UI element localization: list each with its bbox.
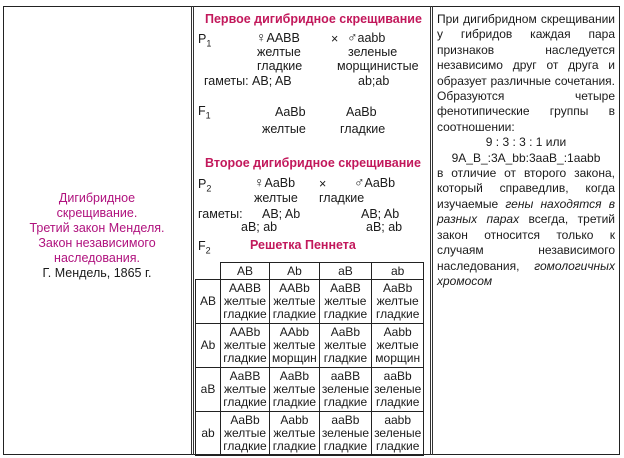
p1-female: ♀AABB: [256, 29, 300, 45]
f1-genotype-2: AaBb: [346, 105, 377, 119]
f2-label: $F_2$: [198, 239, 211, 256]
punnett-cell: AaBB желтые гладкие: [319, 280, 371, 324]
punnett-col-header: ab: [372, 263, 424, 280]
punnett-row-header: AB: [196, 280, 221, 324]
explanation-para-2: в отличие от второго закона, который справедлив, когда изучаемые гены находятся в разных парах всегда, третий закон относится только к случаям независимого наследования, гомологичных хромосом: [437, 166, 615, 288]
punnett-cell: AaBB желтые гладкие: [221, 368, 270, 412]
topic-line-1: Дигибридное: [58, 191, 136, 205]
punnett-cell: Aabb желтые морщин: [372, 324, 424, 368]
p1-male-shape: морщинистые: [337, 59, 419, 73]
p2-gametes-female-2: aB; ab: [241, 220, 278, 234]
punnett-cell: AABB желтые гладкие: [221, 280, 270, 324]
punnett-cell: AaBb желтые гладкие: [372, 280, 424, 324]
ratio-formula: 9A_B_:3A_bb:3aaB_:1aabb: [451, 150, 601, 165]
explanation-para-1: При дигибридном скрещивании у гибридов каждая пара признаков наследуется независимо друг от друга и образует различные сочетания. Образуются четыре фенотипические группы в соотношении:: [437, 12, 615, 134]
punnett-cell: aaBb зеленые гладкие: [372, 368, 424, 412]
punnett-row-header: Ab: [196, 324, 221, 368]
punnett-cell: aaBB зеленые гладкие: [319, 368, 371, 412]
punnett-corner: [196, 263, 221, 280]
left-column: [3, 6, 194, 455]
punnett-row-header: ab: [196, 412, 221, 456]
p2-male: ♂AaBb: [354, 174, 396, 190]
first-cross-title: Первое дигибридное скрещивание: [205, 12, 422, 26]
p2-color: желтые: [254, 191, 298, 205]
punnett-cell: AaBb желтые гладкие: [319, 324, 371, 368]
punnett-cell: Aabb желтые гладкие: [270, 412, 320, 456]
topic-line-5: наследования.: [54, 251, 140, 265]
f1-label: $F_1$: [198, 104, 211, 121]
cross-sign-2: ×: [319, 177, 327, 191]
punnett-row: [196, 280, 424, 324]
p1-gametes-male: ab;ab: [358, 74, 390, 88]
explanation-text: [437, 12, 615, 289]
female-icon: ♀: [256, 29, 267, 45]
punnett-col-header: aB: [319, 263, 371, 280]
topic-block: [3, 191, 191, 281]
punnett-cell: AABb желтые гладкие: [221, 324, 270, 368]
p1-gametes-female: гаметы: AB; AB: [204, 74, 292, 88]
female-icon: ♀: [254, 174, 265, 190]
p2-gametes-male-2: aB; ab: [366, 220, 403, 234]
p1-female-color: желтые: [257, 45, 301, 59]
p2-gametes-male-1: AB; Ab: [361, 207, 400, 221]
male-icon: ♂: [354, 174, 365, 190]
topic-line-4: Закон независимого: [38, 236, 156, 250]
punnett-row: [196, 324, 424, 368]
punnett-cell: aabb зеленые гладкие: [372, 412, 424, 456]
topic-line-2: скрещивание.: [56, 206, 138, 220]
punnett-header-row: [196, 263, 424, 280]
p2-female: ♀AaBb: [254, 174, 296, 190]
p2-gametes-female-1: AB; Ab: [262, 207, 301, 221]
f1-genotype-1: AaBb: [275, 105, 306, 119]
punnett-row-header: aB: [196, 368, 221, 412]
punnett-col-header: Ab: [270, 263, 320, 280]
ratio-line: 9 : 3 : 3 : 1 или: [485, 135, 567, 150]
cross-sign: ×: [331, 32, 339, 46]
punnett-row: [196, 368, 424, 412]
f1-shape: гладкие: [340, 122, 386, 136]
punnett-cell: AaBb желтые гладкие: [221, 412, 270, 456]
p2-gametes-label: гаметы:: [198, 207, 243, 221]
p1-label: $P_1$: [198, 32, 212, 49]
p1-female-shape: гладкие: [257, 59, 303, 73]
f1-color: желтые: [262, 122, 306, 136]
punnett-title: Решетка Пеннета: [250, 238, 356, 252]
punnett-cell: AAbb желтые морщин: [270, 324, 320, 368]
second-cross-title: Второе дигибридное скрещивание: [205, 156, 421, 170]
punnett-row: [196, 412, 424, 456]
punnett-col-header: AB: [221, 263, 270, 280]
p1-male-color: зеленые: [348, 45, 398, 59]
p2-label: $P_2$: [198, 177, 212, 194]
male-icon: ♂: [347, 29, 358, 45]
p2-shape: гладкие: [319, 191, 365, 205]
topic-author: Г. Мендель, 1865 г.: [42, 266, 152, 280]
punnett-cell: AABb желтые гладкие: [270, 280, 320, 324]
topic-line-3: Третий закон Менделя.: [29, 221, 165, 235]
punnett-cell: AaBb желтые гладкие: [270, 368, 320, 412]
punnett-cell: aaBb зеленые гладкие: [319, 412, 371, 456]
punnett-square: [195, 262, 424, 456]
p1-male: ♂aabb: [347, 29, 386, 45]
